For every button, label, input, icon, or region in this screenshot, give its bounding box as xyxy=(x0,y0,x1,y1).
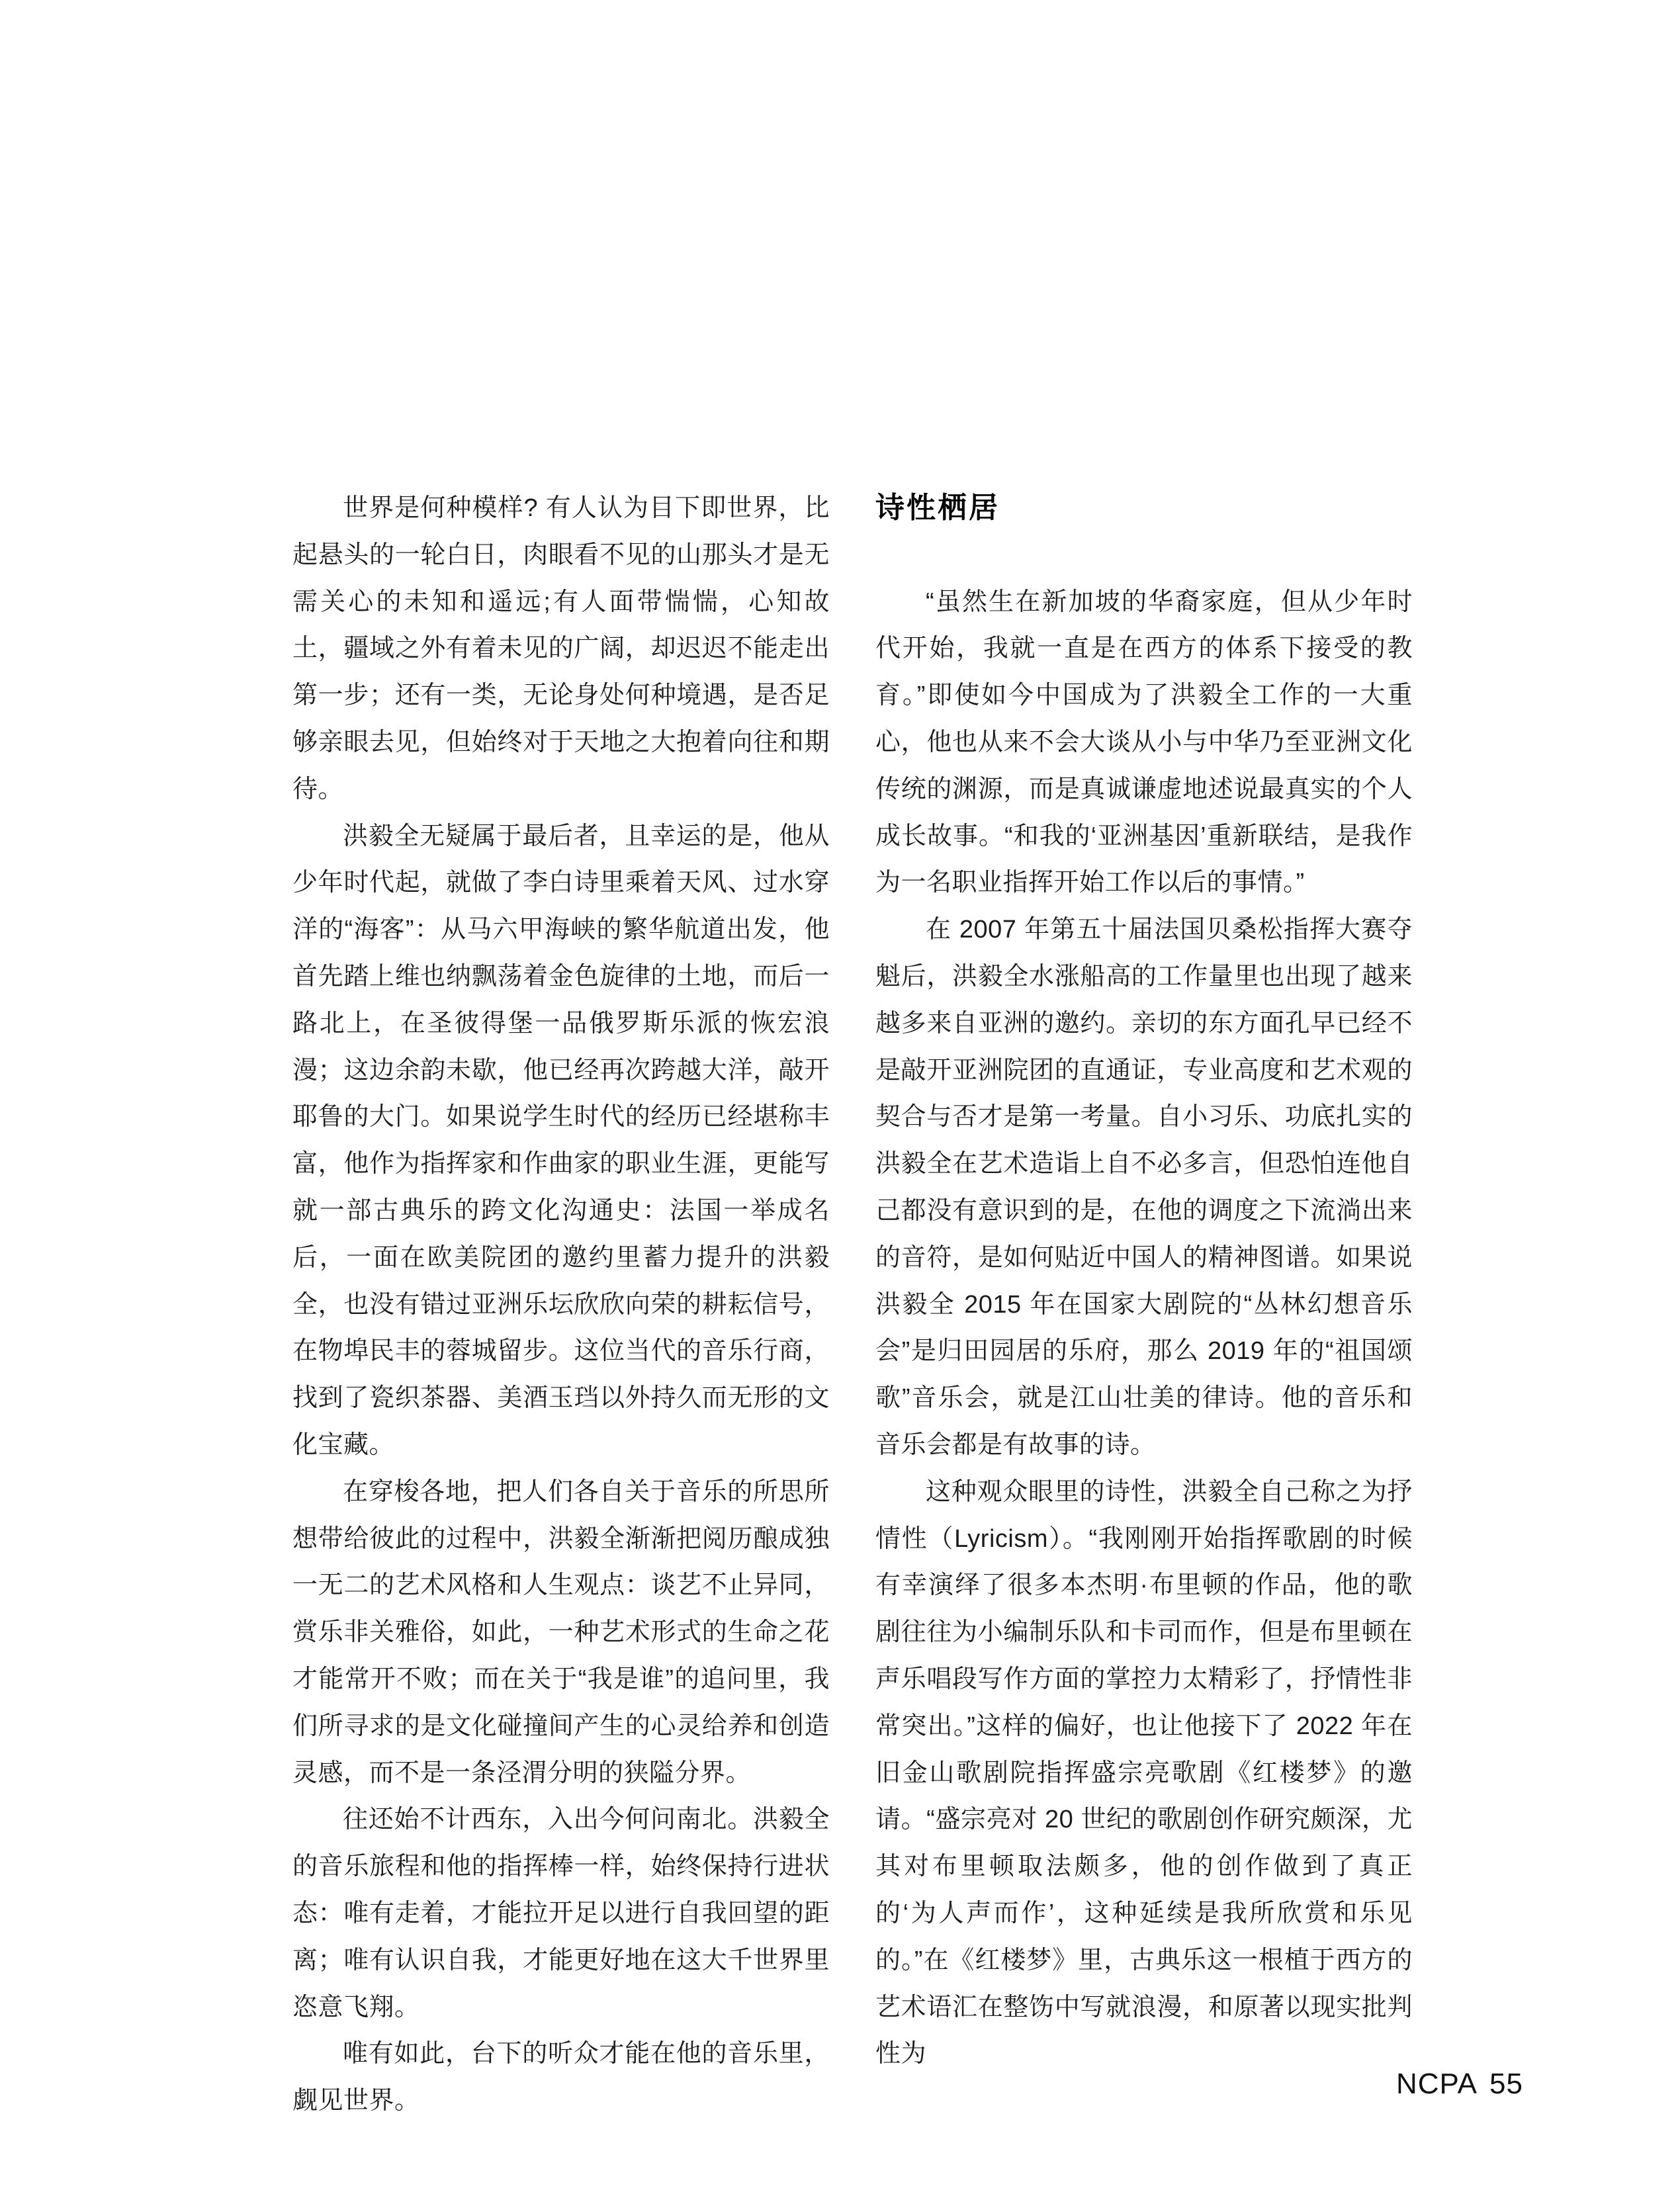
paragraph: 世界是何种模样? 有人认为目下即世界，比起悬头的一轮白日，肉眼看不见的山那头才是无需关心的未知和遥远;有人面带惴惴，心知故土，疆域之外有着未见的广阔，却迟迟不能走出第一步；还有一类，无论身处何种境遇，是否足够亲眼去见，但始终对于天地之大抱着向往和期待。 xyxy=(292,494,830,803)
magazine-name: NCPA xyxy=(1396,2068,1478,2100)
left-column xyxy=(292,485,830,2124)
paragraph: 唯有如此，台下的听众才能在他的音乐里，觑见世界。 xyxy=(292,2040,830,2115)
paragraph: 这种观众眼里的诗性，洪毅全自己称之为抒情性（Lyricism）。“我刚刚开始指挥歌剧的时候有幸演绎了很多本杰明·布里顿的作品，他的歌剧往往为小编制乐队和卡司而作，但是布里顿在声乐唱段写作方面的掌控力太精彩了，抒情性非常突出。”这样的偏好，也让他接下了 2022 年在旧金山歌剧院指挥盛宗亮歌剧《红楼梦》的邀请。“盛宗亮对 20 世纪的歌剧创作研究颇深，尤其对布里顿取法颇多，他的创作做到了真正的‘为人声而作’，这种延续是我所欣赏和乐见的。”在《红楼梦》里，古典乐这一根植于西方的艺术语汇在整饬中写就浪漫，和原著以现实批判性为 xyxy=(875,1477,1413,2068)
paragraph: 在 2007 年第五十届法国贝桑松指挥大赛夺魁后，洪毅全水涨船高的工作量里也出现了越来越多来自亚洲的邀约。亲切的东方面孔早已经不是敲开亚洲院团的直通证，专业高度和艺术观的契合与否才是第一考量。自小习乐、功底扎实的洪毅全在艺术造诣上自不必多言，但恐怕连他自己都没有意识到的是，在他的调度之下流淌出来的音符，是如何贴近中国人的精神图谱。如果说洪毅全 2015 年在国家大剧院的“丛林幻想音乐会”是归田园居的乐府，那么 2019 年的“祖国颂歌”音乐会，就是江山壮美的律诗。他的音乐和音乐会都是有故事的诗。 xyxy=(875,916,1413,1459)
paragraph: 往还始不计西东，入出今何问南北。洪毅全的音乐旅程和他的指挥棒一样，始终保持行进状态：唯有走着，才能拉开足以进行自我回望的距离；唯有认识自我，才能更好地在这大千世界里恣意飞翔。 xyxy=(292,1806,830,2021)
page-number: 55 xyxy=(1489,2068,1523,2100)
paragraph: 在穿梭各地，把人们各自关于音乐的所思所想带给彼此的过程中，洪毅全渐渐把阅历酿成独一无二的艺术风格和人生观点：谈艺不止异同，赏乐非关雅俗，如此，一种艺术形式的生命之花才能常开不败；而在关于“我是谁”的追问里，我们所寻求的是文化碰撞间产生的心灵给养和创造灵感，而不是一条泾渭分明的狭隘分界。 xyxy=(292,1477,830,1787)
page-footer xyxy=(1396,2068,1523,2100)
right-column xyxy=(875,485,1413,2078)
paragraph: 洪毅全无疑属于最后者，且幸运的是，他从少年时代起，就做了李白诗里乘着天风、过水穿洋的“海客”：从马六甲海峡的繁华航道出发，他首先踏上维也纳飘荡着金色旋律的土地，而后一路北上，在圣彼得堡一品俄罗斯乐派的恢宏浪漫；这边余韵未歇，他已经再次跨越大洋，敲开耶鲁的大门。如果说学生时代的经历已经堪称丰富，他作为指挥家和作曲家的职业生涯，更能写就一部古典乐的跨文化沟通史：法国一举成名后，一面在欧美院团的邀约里蓄力提升的洪毅全，也没有错过亚洲乐坛欣欣向荣的耕耘信号，在物埠民丰的蓉城留步。这位当代的音乐行商，找到了瓷织茶器、美酒玉珰以外持久而无形的文化宝藏。 xyxy=(292,822,830,1459)
section-heading: 诗性栖居 xyxy=(875,492,1000,524)
paragraph: “虽然生在新加坡的华裔家庭，但从少年时代开始，我就一直是在西方的体系下接受的教育。”即使如今中国成为了洪毅全工作的一大重心，他也从来不会大谈从小与中华乃至亚洲文化传统的渊源，而是真诚谦虚地述说最真实的个人成长故事。“和我的‘亚洲基因’重新联结，是我作为一名职业指挥开始工作以后的事情。” xyxy=(875,588,1413,897)
